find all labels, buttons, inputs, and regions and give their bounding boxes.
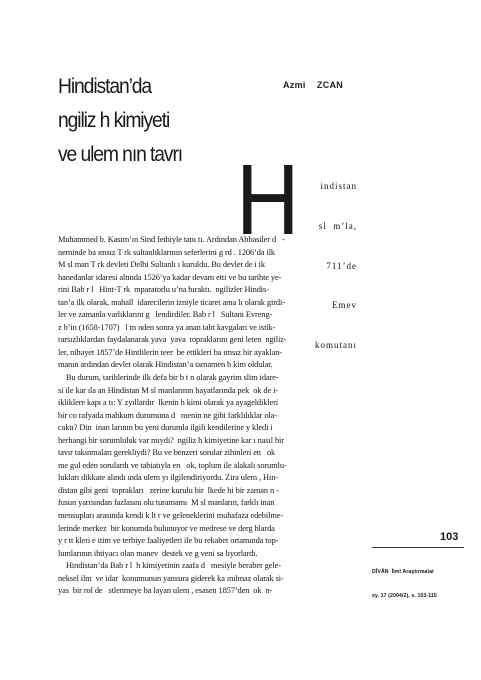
body-line: caktı? Din inan larının bu yeni durumla ilgili kendilerine y kledi i <box>58 423 273 433</box>
body-line: neminde ba ımsız T rk sultanlıklarının seferlerini g rd . 1206’da ilk <box>58 247 276 257</box>
body-line: neksel ilm ve idar konumunun yanısıra giderek ka ınılmaz olarak si- <box>58 573 284 583</box>
body-line: ler ve zamanla varlıklarını g lendirdiler. Bab r l Sultanı Evreng- <box>58 310 273 320</box>
body-line: herhangi bir sorumluluk var mıydı? ngiliz h kimiyetine kar ı nasıl bir <box>58 435 284 445</box>
body-line: z b’in (1658-1707) l m nden sonra ya anan taht kavgaları ve istik- <box>58 322 276 332</box>
page-number: 103 <box>440 531 459 543</box>
body-line: rarsızlıklardan faydalanarak yava yava topraklarını geni leten ngiliz- <box>58 335 287 345</box>
intro-line: indistan <box>320 181 357 192</box>
title-line-3: ve ulem nın tavrı <box>58 143 183 166</box>
intro-line: sl m’la, <box>318 221 357 232</box>
title-line-1: Hindistan’da <box>58 75 152 98</box>
body-line: lukları dikkate alındı ında ulem yı ilgilendiriyordu. Zira ulem , Hin- <box>58 473 279 483</box>
body-line: tavır takınmaları gerekliydi? Bu ve benzeri sorular zihinleri en ok <box>58 448 276 458</box>
body-line: hanedanlar idaresi altında 1526’ya kadar devam etti ve bu tarihte ye- <box>58 272 282 282</box>
body-line: Hindistan’da Bab r l h kimiyetinin zaafa d mesiyle beraber gele- <box>58 561 281 571</box>
article-title <box>58 70 242 172</box>
body-line: bir co rafyada mahkum durumuna d menin ne gibi farklılıklar ola- <box>58 410 277 420</box>
body-line: Muhammed b. Kasım’ın Sind fethiyle tanı tı. Ardından Abbasiler d - <box>58 235 285 244</box>
body-line: distan gibi geni toprakları zerine kurulu bir lkede hi bir zaman n - <box>58 485 279 495</box>
body-line: lerinde merkez bir konumda bulunuyor ve medrese ve derg hlarda <box>58 523 275 533</box>
body-line: mensupları arasında kendi k lt r ve geleneklerini muhafaza edebilme- <box>58 511 284 521</box>
body-line: tan’a ilk olarak, mahall idarecilerin izniyle ticaret ama lı olarak girdi- <box>58 297 285 307</box>
body-line: si ile kar ıla an Hindistan M sl manlarının hayatlarında pek ok de i- <box>58 385 278 395</box>
title-line-2: ngiliz h kimiyeti <box>58 109 170 132</box>
body-line: yas bir rol de stlenmeye ba layan ulem , esasen 1857’den ok n- <box>58 586 273 596</box>
body-line: Bu durum, tarihlerinde ilk defa bir b t n olarak gayrim slim idare- <box>58 373 279 383</box>
body-line: M sl man T rk devleti Delhi Sultanlı ı kuruldu. Bu devlet de i ik <box>58 260 265 270</box>
body-line: me gul eden sorulardı ve tabiatıyla en ok, toplum ile alakalı sorumlu- <box>58 460 287 470</box>
body-line: fusun yarısından fazlasını olu turamamı M sl manların, farklı inan <box>58 498 275 508</box>
journal-issue: sy. 17 (2004/2), s. 103-115 <box>372 593 437 599</box>
body-line: ikliklere kapı a tı: Y zyıllardır lkenin h kimi olarak ya ayageldikleri <box>58 398 279 408</box>
body-line: lumlarının ihtiyacı olan manev destek ve g veni sa lıyorlardı. <box>58 548 258 558</box>
drop-cap: H <box>236 144 300 256</box>
intro-line: komutanı <box>315 339 357 350</box>
divider <box>372 547 464 548</box>
article-body <box>58 234 358 598</box>
journal-name: DÎVÂN İlmî Araştırmalar <box>372 569 435 575</box>
body-line: y r tt kleri e itim ve terbiye faaliyetleri ile bu rekabet ortamında top- <box>58 536 279 546</box>
body-line: rini Bab r l Hint-T rk mparatorlu u’na bıraktı. ngilizler Hindis- <box>58 285 269 295</box>
intro-line: Emev <box>332 300 357 311</box>
journal-citation <box>372 552 437 616</box>
body-line: ler, nihayet 1857’de Hintlilerin teer be ettikleri ba ımsız bir ayaklan- <box>58 347 282 357</box>
intro-line: 711’de <box>326 260 357 271</box>
body-line: manın ardından devlet olarak Hindistan’a tamamen h kim oldular. <box>58 360 273 370</box>
author-name: Azmi ZCAN <box>283 80 344 90</box>
